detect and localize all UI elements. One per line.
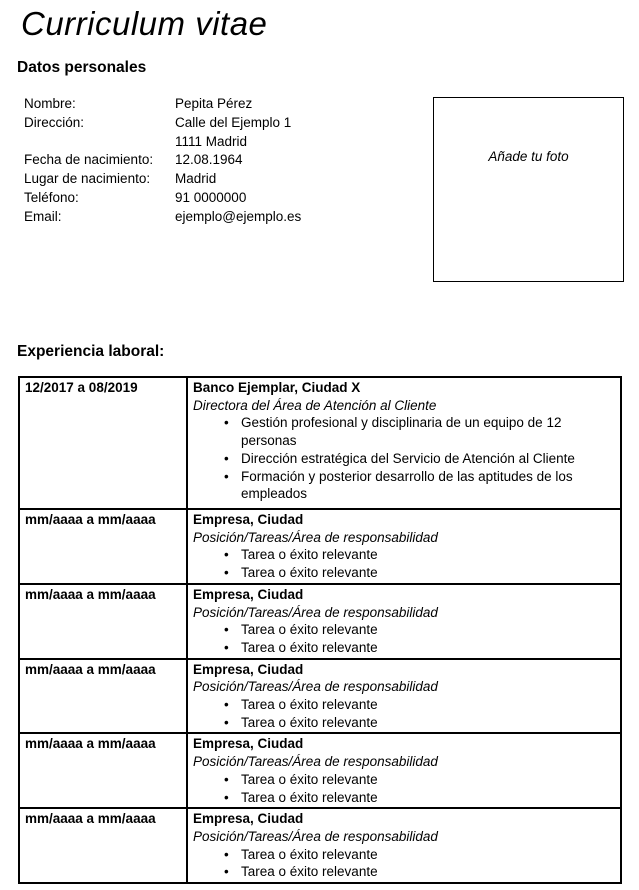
role-title: Directora del Área de Atención al Cliente <box>193 397 437 413</box>
personal-info-label: Teléfono: <box>24 189 79 205</box>
company-name: Empresa, Ciudad <box>193 661 304 677</box>
task-list <box>193 696 615 731</box>
task-list <box>193 846 615 881</box>
experience-row <box>19 584 621 659</box>
task-item: • Tarea o éxito relevante <box>241 714 615 732</box>
personal-info-label: Email: <box>24 208 62 224</box>
period-cell: mm/aaaa a mm/aaaa <box>19 659 187 734</box>
period-cell: mm/aaaa a mm/aaaa <box>19 733 187 808</box>
role-title: Posición/Tareas/Área de responsabilidad <box>193 828 438 844</box>
personal-info-value: Calle del Ejemplo 1 <box>175 114 292 130</box>
experience-row <box>19 509 621 584</box>
personal-info-label: Lugar de nacimiento: <box>24 171 151 187</box>
company-name: Empresa, Ciudad <box>193 512 304 527</box>
period-cell: mm/aaaa a mm/aaaa <box>19 808 187 883</box>
details-cell <box>187 377 621 509</box>
task-item: • Tarea o éxito relevante <box>241 789 615 807</box>
personal-info-value: 12.08.1964 <box>175 152 243 168</box>
task-item: • Tarea o éxito relevante <box>241 771 615 789</box>
experience-table <box>18 376 622 884</box>
task-list <box>193 414 615 503</box>
experience-row <box>19 377 621 509</box>
company-name: Empresa, Ciudad <box>193 736 304 752</box>
personal-info-value: 1111 Madrid <box>175 133 248 149</box>
details-cell <box>187 733 621 808</box>
task-list <box>193 771 615 806</box>
add-photo-placeholder-box[interactable] <box>433 97 624 282</box>
role-title: Posición/Tareas/Área de responsabilidad <box>193 529 438 545</box>
details-cell <box>187 509 621 584</box>
personal-info-label: Nombre: <box>24 96 76 111</box>
personal-info-value: Pepita Pérez <box>175 96 253 111</box>
task-list <box>193 546 615 581</box>
details-cell <box>187 584 621 659</box>
company-name: Empresa, Ciudad <box>193 586 304 602</box>
period-cell: 12/2017 a 08/2019 <box>19 377 187 509</box>
experience-row <box>19 733 621 808</box>
company-name: Banco Ejemplar, Ciudad X <box>193 380 361 395</box>
personal-info-list <box>24 95 301 227</box>
period-cell: mm/aaaa a mm/aaaa <box>19 584 187 659</box>
experience-row <box>19 808 621 883</box>
task-item: • Tarea o éxito relevante <box>241 863 615 881</box>
personal-info-value: ejemplo@ejemplo.es <box>175 208 302 224</box>
task-item: • Tarea o éxito relevante <box>241 564 615 582</box>
task-item: • Tarea o éxito relevante <box>241 846 615 864</box>
role-title: Posición/Tareas/Área de responsabilidad <box>193 604 438 620</box>
role-title: Posición/Tareas/Área de responsabilidad <box>193 679 438 695</box>
personal-info-label <box>24 133 175 152</box>
task-item: • Dirección estratégica del Servicio de Atención al Cliente <box>241 450 615 468</box>
personal-info-label: Dirección: <box>24 114 85 130</box>
task-item: • Formación y posterior desarrollo de las aptitudes de los empleados <box>241 468 615 503</box>
datos-personales-heading: Datos personales <box>17 59 147 76</box>
experience-row <box>19 659 621 734</box>
task-item: • Tarea o éxito relevante <box>241 696 615 714</box>
personal-info-value: 91 0000000 <box>175 189 247 205</box>
task-item: • Gestión profesional y disciplinaria de un equipo de 12 personas <box>241 414 615 449</box>
task-item: • Tarea o éxito relevante <box>241 621 615 639</box>
company-name: Empresa, Ciudad <box>193 811 304 827</box>
details-cell <box>187 659 621 734</box>
personal-info-value: Madrid <box>175 171 217 187</box>
period-cell: mm/aaaa a mm/aaaa <box>19 509 187 584</box>
task-list <box>193 621 615 656</box>
task-item: • Tarea o éxito relevante <box>241 639 615 657</box>
experiencia-laboral-heading: Experiencia laboral: <box>17 343 165 360</box>
page-title: Curriculum vitae <box>21 5 268 42</box>
task-item: • Tarea o éxito relevante <box>241 546 615 564</box>
personal-info-label: Fecha de nacimiento: <box>24 152 154 168</box>
role-title: Posición/Tareas/Área de responsabilidad <box>193 754 438 770</box>
details-cell <box>187 808 621 883</box>
add-photo-placeholder-text: Añade tu foto <box>488 149 569 164</box>
